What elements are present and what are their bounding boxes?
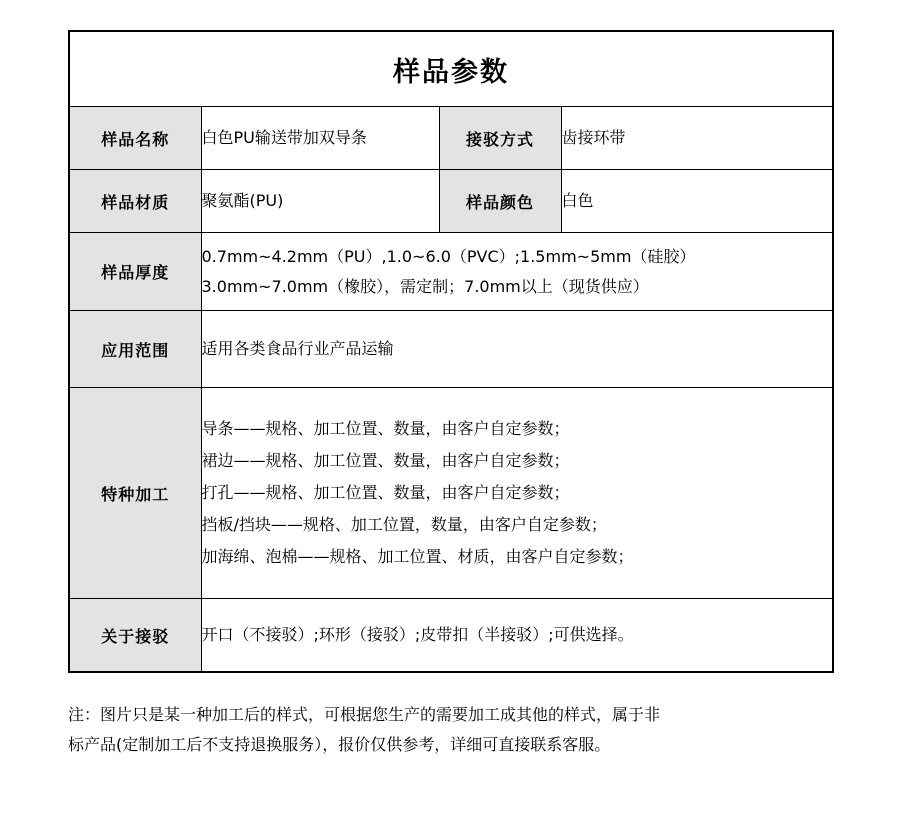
label-application-scope: 应用范围 (69, 311, 201, 388)
table-row (69, 107, 833, 170)
table-title-row (69, 31, 833, 107)
label-sample-name: 样品名称 (69, 107, 201, 170)
label-special-processing: 特种加工 (69, 388, 201, 599)
footer-note-line-2: 标产品(定制加工后不支持退换服务），报价仅供参考，详细可直接联系客服。 (68, 734, 611, 754)
sample-parameters-table (68, 30, 834, 673)
special-line-3: 打孔——规格、加工位置、数量，由客户自定参数； (201, 483, 570, 502)
table-row (69, 388, 833, 599)
label-sample-material: 样品材质 (69, 170, 201, 233)
label-about-joint: 关于接驳 (69, 599, 201, 673)
special-line-2: 裙边——规格、加工位置、数量，由客户自定参数； (201, 451, 570, 470)
value-application-scope: 适用各类食品行业产品运输 (201, 311, 833, 388)
label-sample-thickness: 样品厚度 (69, 233, 201, 311)
table-row (69, 599, 833, 673)
special-line-5: 加海绵、泡棉——规格、加工位置、材质，由客户自定参数； (201, 547, 634, 566)
page-title: 样品参数 (69, 31, 833, 107)
value-joint-method: 齿接环带 (561, 107, 833, 170)
value-sample-thickness (201, 233, 833, 311)
table-row (69, 170, 833, 233)
footer-note-line-1: 注：图片只是某一种加工后的样式，可根据您生产的需要加工成其他的样式，属于非 (68, 705, 661, 724)
footer-note (68, 700, 834, 759)
table-row (69, 233, 833, 311)
value-special-processing (201, 388, 833, 599)
special-line-4: 挡板/挡块——规格、加工位置，数量，由客户自定参数； (201, 515, 607, 534)
value-about-joint: 开口（不接驳）;环形（接驳）;皮带扣（半接驳）;可供选择。 (201, 599, 833, 673)
label-joint-method: 接驳方式 (439, 107, 561, 170)
special-line-1: 导条——规格、加工位置、数量，由客户自定参数； (201, 419, 570, 438)
thickness-line-2: 3.0mm~7.0mm（橡胶），需定制；7.0mm以上（现货供应） (201, 276, 649, 296)
value-sample-name: 白色PU输送带加双导条 (201, 107, 439, 170)
value-sample-material: 聚氨酯(PU) (201, 170, 439, 233)
label-sample-color: 样品颜色 (439, 170, 561, 233)
table-row (69, 311, 833, 388)
value-sample-color: 白色 (561, 170, 833, 233)
thickness-line-1: 0.7mm~4.2mm（PU）,1.0~6.0（PVC）;1.5mm~5mm（硅胶） (201, 246, 696, 266)
